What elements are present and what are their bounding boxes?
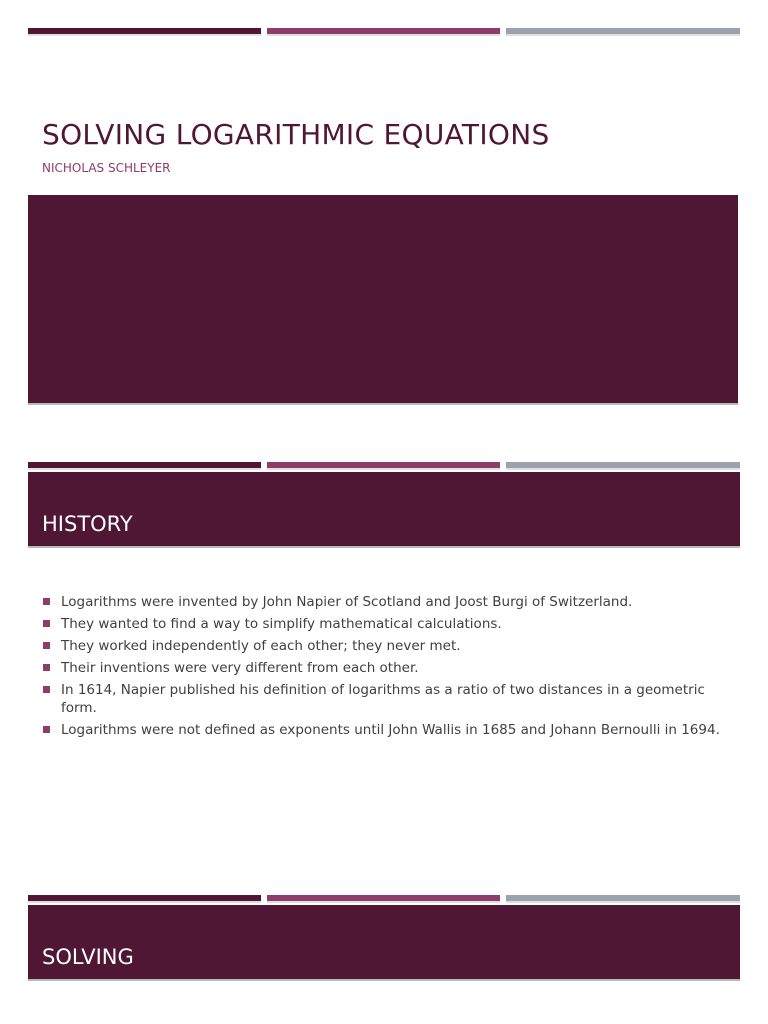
decorative-bars [28,28,740,36]
square-bullet-icon [43,642,50,649]
slide-title-heading: SOLVING LOGARITHMIC EQUATIONS [42,118,550,151]
section-heading: HISTORY [42,512,133,536]
bar-gray [506,462,740,468]
slide-author: NICHOLAS SCHLEYER [42,161,171,175]
decorative-bars [28,462,740,470]
bar-accent [267,895,500,901]
bar-accent [267,28,500,34]
bar-dark [28,462,261,468]
bar-dark [28,28,261,34]
square-bullet-icon [43,664,50,671]
list-item: They worked independently of each other; they never met. [42,637,726,655]
list-item: In 1614, Napier published his definition of logarithms as a ratio of two distances in a geometric form. [42,681,726,717]
section-heading: SOLVING [42,945,134,969]
bar-accent [267,462,500,468]
square-bullet-icon [43,726,50,733]
decorative-bars [28,895,740,903]
square-bullet-icon [43,598,50,605]
section-header-band [28,905,740,979]
bar-gray [506,28,740,34]
title-banner [28,195,738,403]
section-header-band [28,472,740,546]
list-item: They wanted to find a way to simplify mathematical calculations. [42,615,726,633]
square-bullet-icon [43,620,50,627]
list-item: Logarithms were invented by John Napier of Scotland and Joost Burgi of Switzerland. [42,593,726,611]
bar-dark [28,895,261,901]
bar-gray [506,895,740,901]
square-bullet-icon [43,686,50,693]
list-item: Logarithms were not defined as exponents until John Wallis in 1685 and Johann Bernoulli in 1694. [42,721,726,739]
bullet-list [42,593,726,743]
list-item: Their inventions were very different from each other. [42,659,726,677]
